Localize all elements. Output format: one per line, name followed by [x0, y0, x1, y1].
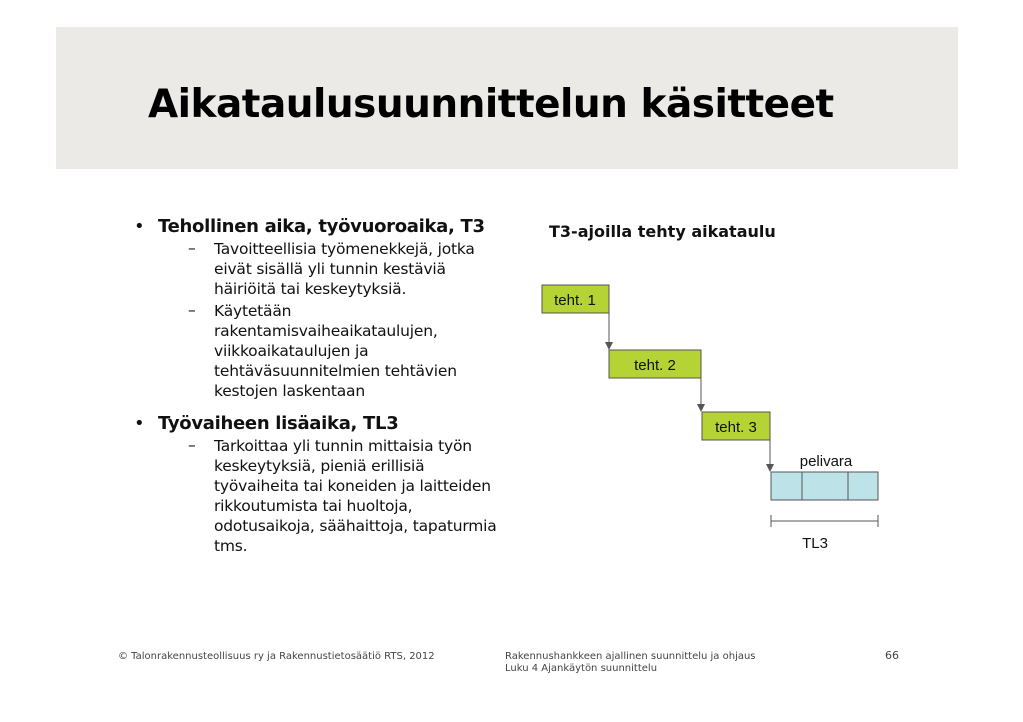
- page-number: 66: [885, 649, 899, 662]
- slide-title: Aikataulusuunnittelun käsitteet: [148, 82, 834, 127]
- sub-item-text: Tarkoittaa yli tunnin mittaisia työn keskeytyksiä, pieniä erillisiä työvaiheita tai koneiden ja laitteiden rikkoutumista tai huoltoja, odotusaikoja, säähaittoja, tapaturmia tms.: [214, 437, 497, 555]
- bullet-dot: •: [134, 216, 145, 237]
- diagram-title: T3-ajoilla tehty aikataulu: [549, 222, 776, 241]
- task-label-3: teht. 3: [715, 419, 757, 436]
- sub-item-text: Tavoitteellisia työmenekkejä, jotka eivät sisällä yli tunnin kestäviä häiriöitä tai keskeytyksiä.: [214, 240, 475, 298]
- sub-dash: –: [188, 239, 196, 257]
- footer-course: Rakennushankkeen ajallinen suunnittelu ja ohjaus: [505, 651, 756, 662]
- buffer-label: pelivara: [799, 453, 853, 470]
- sub-item-text: Käytetään rakentamisvaiheaikataulujen, viikkoaikataulujen ja tehtäväsuunnitelmien tehtävien kestojen laskentaan: [214, 302, 457, 400]
- sub-dash: –: [188, 436, 196, 454]
- span-label: TL3: [802, 535, 828, 552]
- buffer-box: [771, 472, 878, 500]
- bullet-heading: Tehollinen aika, työvuoroaika, T3: [158, 216, 485, 237]
- task-label-2: teht. 2: [634, 357, 676, 374]
- footer-chapter: Luku 4 Ajankäytön suunnittelu: [505, 663, 658, 674]
- footer-copyright: © Talonrakennusteollisuus ry ja Rakennustietosäätiö RTS, 2012: [118, 651, 435, 662]
- bullet-dot: •: [134, 413, 145, 434]
- bullet-heading: Työvaiheen lisäaika, TL3: [158, 413, 399, 434]
- task-label-1: teht. 1: [554, 292, 596, 309]
- sub-dash: –: [188, 301, 196, 319]
